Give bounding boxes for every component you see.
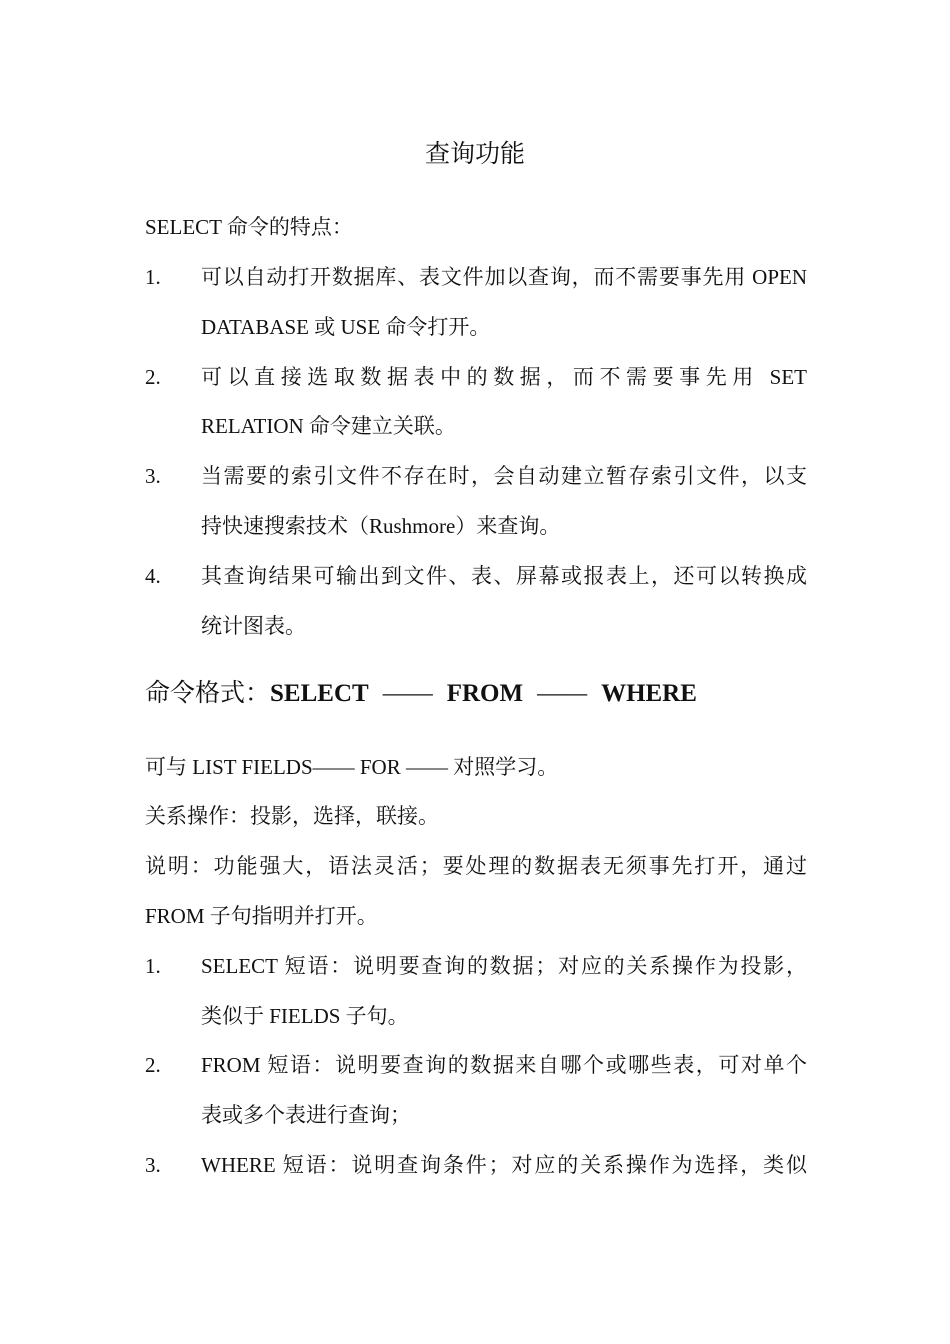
clause-3-line1: WHERE 短语：说明查询条件；对应的关系操作为选择，类似 — [201, 1153, 807, 1177]
clause-1-number: 1. — [145, 954, 161, 978]
feature-1-line1: 可以自动打开数据库、表文件加以查询，而不需要事先用 OPEN — [201, 265, 807, 289]
feature-2-line1: 可以直接选取数据表中的数据，而不需要事先用 SET — [201, 365, 807, 389]
feature-3-line1: 当需要的索引文件不存在时，会自动建立暂存索引文件，以支 — [201, 464, 807, 488]
dash-2: —— — [537, 680, 588, 707]
explanation-line1: 说明：功能强大，语法灵活；要处理的数据表无须事先打开，通过 — [145, 854, 807, 878]
feature-1-line2: DATABASE 或 USE 命令打开。 — [201, 315, 491, 339]
keyword-from: FROM — [446, 680, 524, 707]
relation-operations: 关系操作：投影，选择，联接。 — [145, 804, 439, 828]
feature-2-number: 2. — [145, 365, 161, 389]
feature-3-number: 3. — [145, 464, 161, 488]
clause-3-number: 3. — [145, 1153, 161, 1177]
dash-1: —— — [382, 680, 433, 707]
clause-1-line2: 类似于 FIELDS 子句。 — [201, 1004, 409, 1028]
command-format-heading — [145, 676, 845, 712]
feature-4-line2: 统计图表。 — [201, 614, 306, 638]
feature-2-line2: RELATION 命令建立关联。 — [201, 414, 456, 438]
feature-4-number: 4. — [145, 564, 161, 588]
clause-2-number: 2. — [145, 1053, 161, 1077]
features-heading: SELECT 命令的特点： — [145, 215, 353, 239]
feature-1-number: 1. — [145, 265, 161, 289]
explanation-line2: FROM 子句指明并打开。 — [145, 904, 378, 928]
clause-1-line1: SELECT 短语：说明要查询的数据；对应的关系操作为投影， — [201, 954, 807, 978]
feature-3-line2: 持快速搜索技术（Rushmore）来查询。 — [201, 514, 561, 538]
clause-2-line1: FROM 短语：说明要查询的数据来自哪个或哪些表，可对单个 — [201, 1053, 807, 1077]
page-title: 查询功能 — [424, 139, 525, 168]
command-format-label: 命令格式： — [145, 680, 271, 707]
compare-note: 可与 LIST FIELDS—— FOR —— 对照学习。 — [145, 755, 559, 779]
feature-4-line1: 其查询结果可输出到文件、表、屏幕或报表上，还可以转换成 — [201, 564, 807, 588]
clause-2-line2: 表或多个表进行查询； — [201, 1103, 411, 1127]
keyword-where: WHERE — [601, 680, 697, 707]
keyword-select: SELECT — [270, 680, 369, 707]
